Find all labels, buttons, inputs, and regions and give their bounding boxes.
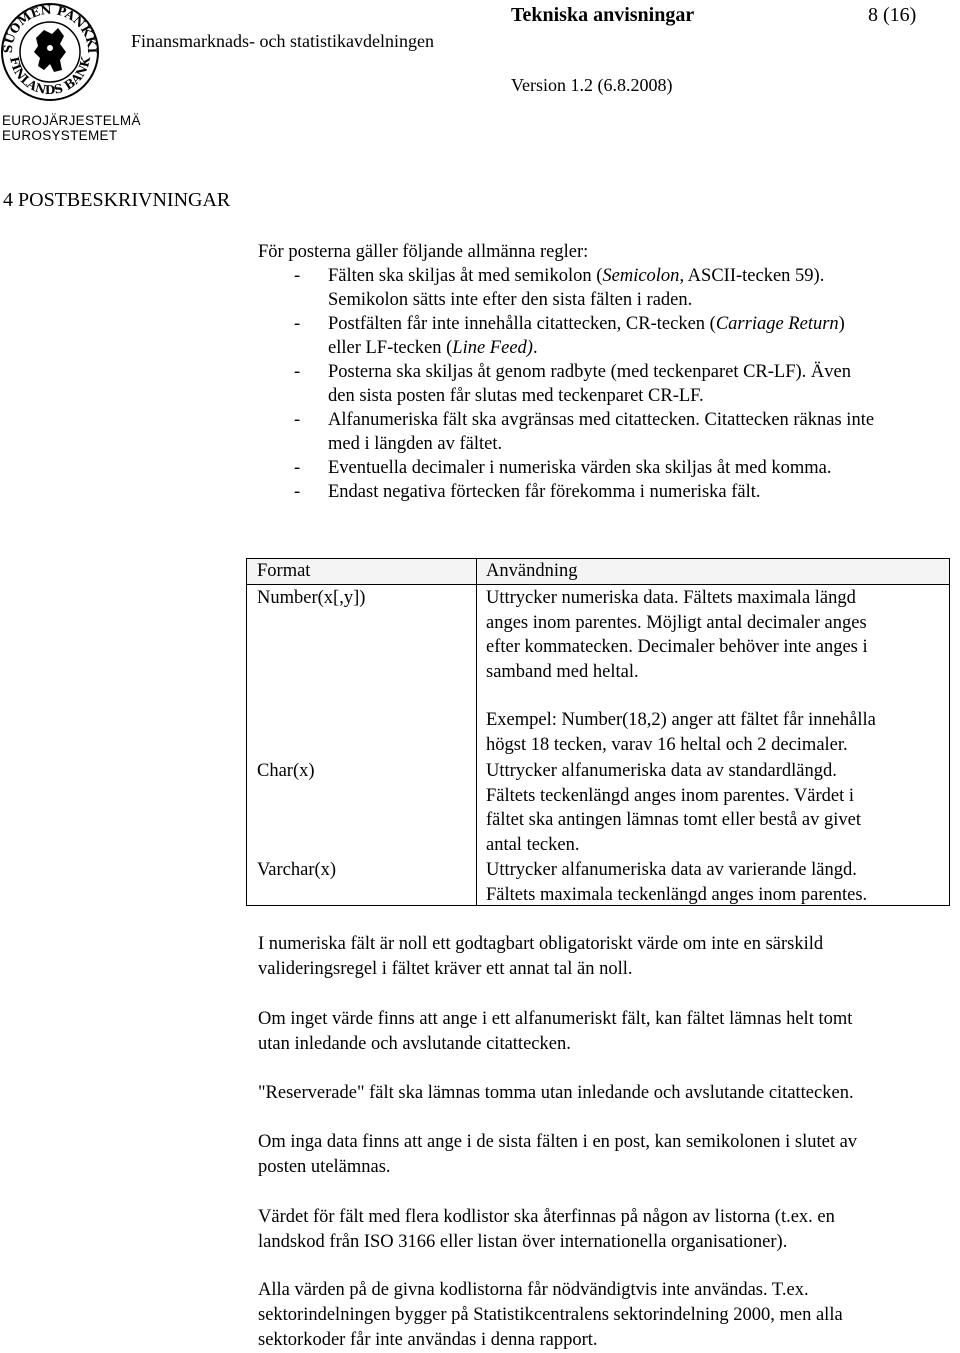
dash-marker: - — [294, 482, 301, 502]
rule-item — [258, 264, 874, 312]
paragraph-line: Om inga data finns att ange i de sista fälten i en post, kan semikolonen i slutet av — [258, 1132, 858, 1152]
usage-line: antal tecken. — [486, 834, 580, 855]
table-header-row — [247, 559, 949, 584]
usage-line: högst 18 tecken, varav 16 heltal och 2 decimaler. — [486, 734, 848, 755]
usage-line: efter kommatecken. Decimaler behöver inte anges i — [486, 637, 868, 657]
format-table — [246, 558, 950, 906]
dash-marker: - — [294, 362, 301, 382]
paragraph-line: "Reserverade" fält ska lämnas tomma utan inledande och avslutande citattecken. — [258, 1083, 854, 1103]
rules-section — [258, 240, 874, 504]
usage-char — [486, 759, 861, 857]
usage-line: Uttrycker alfanumeriska data av varierande längd. — [486, 860, 857, 880]
rule-line: eller LF-tecken (Line Feed). — [328, 338, 538, 358]
page-number: 8 (16) — [868, 4, 917, 26]
rule-line: med i längden av fältet. — [328, 434, 503, 454]
bank-logo — [0, 0, 141, 143]
svg-text:SUOMEN PANKKI: SUOMEN PANKKI — [0, 2, 100, 54]
dash-marker: - — [294, 314, 301, 334]
paragraph-line: utan inledande och avslutande citattecken. — [258, 1034, 571, 1054]
usage-line: Uttrycker numeriska data. Fältets maximala längd — [486, 588, 856, 608]
rule-item — [258, 312, 874, 360]
usage-line: anges inom parentes. Möjligt antal decimaler anges — [486, 612, 867, 633]
paragraph-trailing-semicolons — [258, 1130, 857, 1180]
rule-line: Eventuella decimaler i numeriska värden ska skiljas åt med komma. — [328, 458, 832, 478]
paragraph-line: sektorkoder får inte användas i denna rapport. — [258, 1330, 598, 1350]
rule-item — [258, 360, 874, 408]
section-heading: 4 POSTBESKRIVNINGAR — [3, 189, 231, 211]
paragraph-zero-value — [258, 932, 823, 982]
usage-number — [486, 586, 868, 684]
rule-line: Postfälten får inte innehålla citattecken, CR-tecken (Carriage Return) — [328, 314, 845, 334]
header-divider — [247, 584, 949, 585]
format-char: Char(x) — [257, 761, 315, 781]
paragraph-line: Värdet för fält med flera kodlistor ska återfinnas på någon av listorna (t.ex. en — [258, 1207, 835, 1227]
usage-line: Fältets maximala teckenlängd anges inom parentes. — [486, 884, 868, 905]
dash-marker: - — [294, 266, 301, 286]
document-title: Tekniska anvisningar — [511, 4, 695, 26]
usage-varchar — [486, 858, 867, 907]
rule-line: Endast negativa förtecken får förekomma i numeriska fält. — [328, 482, 761, 502]
rule-line: Semikolon sätts inte efter den sista fälten i raden. — [328, 290, 693, 310]
usage-line: Uttrycker alfanumeriska data av standardlängd. — [486, 761, 837, 781]
rule-item — [258, 456, 874, 480]
eurosystem-fi-label: EUROJÄRJESTELMÄ — [2, 113, 141, 128]
rule-item — [258, 480, 874, 504]
paragraph-line: posten utelämnas. — [258, 1157, 391, 1177]
paragraph-reserved-fields — [258, 1081, 854, 1106]
usage-line: Fältets teckenlängd anges inom parentes. Värdet i — [486, 785, 855, 806]
paragraph-code-lists — [258, 1205, 835, 1255]
rule-line: Fälten ska skiljas åt med semikolon (Semicolon, ASCII-tecken 59). — [328, 266, 825, 286]
rule-line: Posterna ska skiljas åt genom radbyte (med teckenparet CR-LF). Även — [328, 362, 851, 382]
rule-line: den sista posten får slutas med teckenparet CR-LF. — [328, 386, 704, 406]
usage-number-example — [486, 708, 876, 757]
paragraph-line: sektorindelningen bygger på Statistikcentralens sektorindelning 2000, men alla — [258, 1305, 843, 1325]
dash-marker: - — [294, 410, 301, 430]
version-label: Version 1.2 (6.8.2008) — [511, 75, 673, 95]
bank-seal-icon — [0, 0, 100, 110]
rule-item — [258, 408, 874, 456]
rules-list — [258, 264, 874, 504]
paragraph-empty-field — [258, 1007, 852, 1057]
format-number: Number(x[,y]) — [257, 588, 366, 608]
paragraph-line: Alla värden på de givna kodlistorna får nödvändigtvis inte användas. T.ex. — [258, 1280, 809, 1300]
paragraph-line: I numeriska fält är noll ett godtagbart obligatoriskt värde om inte en särskild — [258, 934, 824, 954]
usage-line: samband med heltal. — [486, 661, 639, 682]
paragraph-line: landskod från ISO 3166 eller listan över internationella organisationer). — [258, 1232, 788, 1252]
paragraph-code-values — [258, 1278, 843, 1353]
usage-line: fältet ska antingen lämnas tomt eller bestå av givet — [486, 810, 862, 830]
paragraph-line: valideringsregel i fältet kräver ett annat tal än noll. — [258, 959, 633, 979]
usage-line: Exempel: Number(18,2) anger att fältet får innehålla — [486, 710, 876, 730]
svg-text:FINLANDS BANK: FINLANDS BANK — [7, 55, 94, 98]
dash-marker: - — [294, 458, 301, 478]
column-header-usage: Användning — [486, 561, 578, 581]
rules-intro: För posterna gäller följande allmänna regler: — [258, 242, 589, 262]
eurosystem-sv-label: EUROSYSTEMET — [2, 128, 118, 143]
department-name: Finansmarknads- och statistikavdelningen — [131, 31, 434, 51]
column-divider — [476, 559, 477, 905]
rule-line: Alfanumeriska fält ska avgränsas med citattecken. Citattecken räknas inte — [328, 410, 875, 430]
format-varchar: Varchar(x) — [257, 860, 337, 880]
column-header-format: Format — [257, 561, 311, 581]
paragraph-line: Om inget värde finns att ange i ett alfanumeriskt fält, kan fältet lämnas helt tomt — [258, 1009, 853, 1029]
